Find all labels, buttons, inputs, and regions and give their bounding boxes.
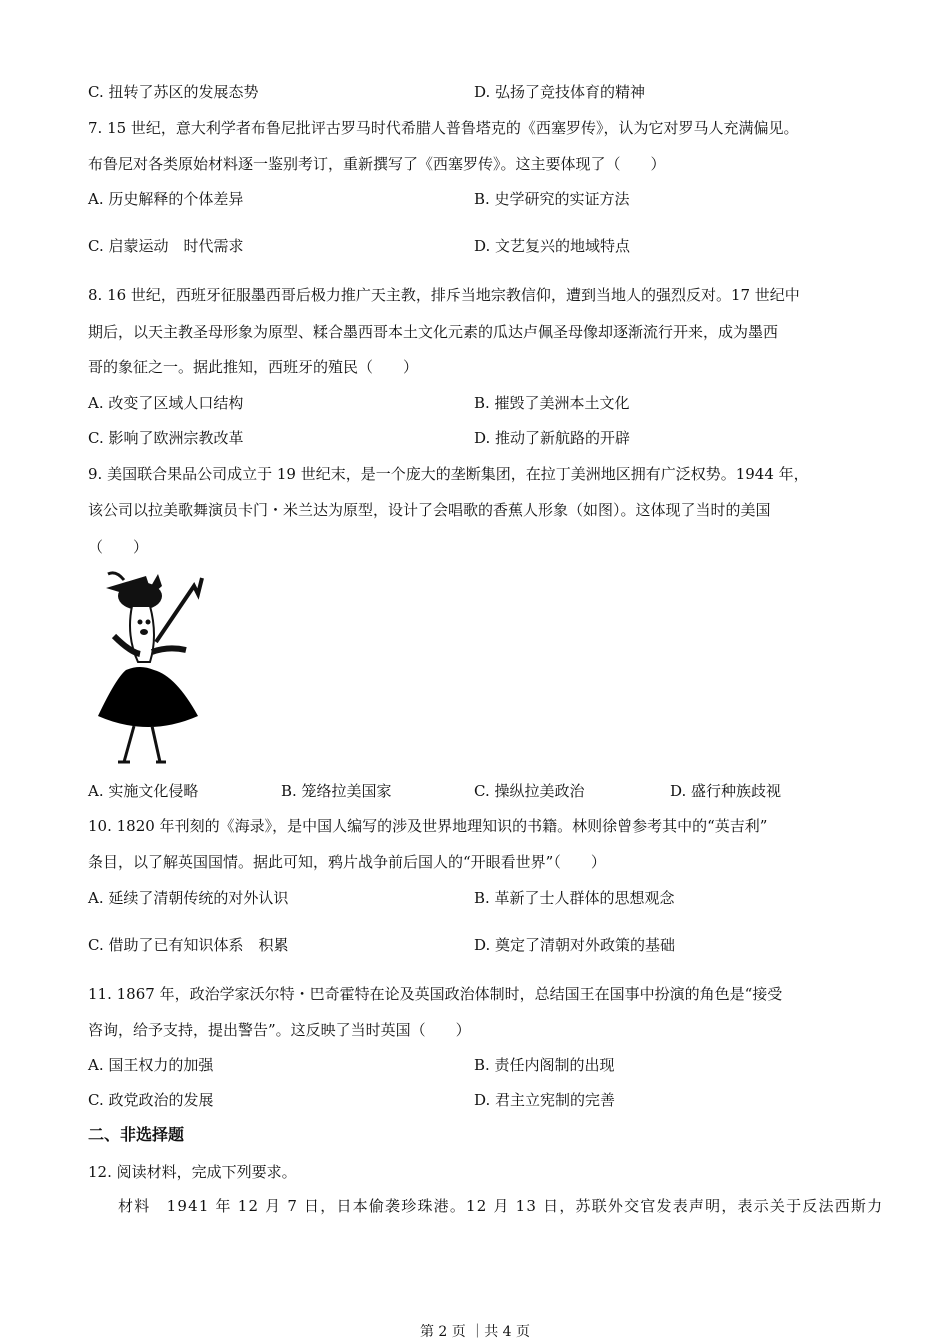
q7-stem-line-2: 布鲁尼对各类原始材料逐一鉴别考订，重新撰写了《西塞罗传》。这主要体现了（ ） <box>88 155 666 173</box>
q11-option-a: A. 国王权力的加强 <box>88 1056 214 1074</box>
q8-option-c: C. 影响了欧洲宗教改革 <box>88 429 244 447</box>
section-heading: 二、非选择题 <box>88 1125 185 1144</box>
q11-option-c: C. 政党政治的发展 <box>88 1091 214 1109</box>
q9-stem-line-3: （ ） <box>88 538 149 556</box>
q9-option-c: C. 操纵拉美政治 <box>474 782 585 800</box>
singing-banana-figure <box>86 566 220 766</box>
q11-stem-line-2: 咨询，给予支持，提出警告”。这反映了当时英国（ ） <box>88 1021 471 1039</box>
q12-stem-line-1: 12. 阅读材料，完成下列要求。 <box>88 1163 297 1181</box>
q9-option-d: D. 盛行种族歧视 <box>670 782 782 800</box>
q8-option-a: A. 改变了区域人口结构 <box>88 394 244 412</box>
q10-stem-line-2: 条目，以了解英国国情。据此可知，鸦片战争前后国人的“开眼看世界”（ ） <box>88 853 606 871</box>
q10-stem-line-1: 10. 1820 年刊刻的《海录》，是中国人编写的涉及世界地理知识的书籍。林则徐曾参考其中的“英吉利” <box>88 817 768 835</box>
q7-stem-line-1: 7. 15 世纪，意大利学者布鲁尼批评古罗马时代希腊人普鲁塔克的《西塞罗传》，认为它对罗马人充满偏见。 <box>88 119 799 137</box>
q11-option-b: B. 责任内阁制的出现 <box>474 1056 615 1074</box>
q7-option-c: C. 启蒙运动 时代需求 <box>88 237 244 255</box>
q7-option-a: A. 历史解释的个体差异 <box>88 190 244 208</box>
q9-stem-line-1: 9. 美国联合果品公司成立于 19 世纪末，是一个庞大的垄断集团，在拉丁美洲地区拥有广泛权势。1944 年， <box>88 465 809 483</box>
page-footer: 第 2 页 ｜共 4 页 <box>419 1324 531 1340</box>
q11-option-d: D. 君主立宪制的完善 <box>474 1091 616 1109</box>
q8-option-d: D. 推动了新航路的开辟 <box>474 429 631 447</box>
q10-option-b: B. 革新了士人群体的思想观念 <box>474 889 675 907</box>
q6-option-c: C. 扭转了苏区的发展态势 <box>88 83 259 101</box>
q12-material: 材料 1941 年 12 月 7 日，日本偷袭珍珠港。12 月 13 日，苏联外交官发表声明，表示关于反法西斯力 <box>118 1197 884 1215</box>
q9-option-b: B. 笼络拉美国家 <box>281 782 392 800</box>
q9-stem-line-2: 该公司以拉美歌舞演员卡门・米兰达为原型，设计了会唱歌的香蕉人形象（如图）。这体现了当时的美国 <box>88 501 771 519</box>
q8-stem-line-1: 8. 16 世纪，西班牙征服墨西哥后极力推广天主教，排斥当地宗教信仰，遭到当地人的强烈反对。17 世纪中 <box>88 286 800 304</box>
q10-option-c: C. 借助了已有知识体系 积累 <box>88 936 289 954</box>
q6-option-d: D. 弘扬了竞技体育的精神 <box>474 83 646 101</box>
q8-option-b: B. 摧毁了美洲本土文化 <box>474 394 630 412</box>
q9-option-a: A. 实施文化侵略 <box>88 782 199 800</box>
q11-stem-line-1: 11. 1867 年，政治学家沃尔特・巴奇霍特在论及英国政治体制时，总结国王在国事中扮演的角色是“接受 <box>88 985 783 1003</box>
q7-option-b: B. 史学研究的实证方法 <box>474 190 630 208</box>
q7-option-d: D. 文艺复兴的地域特点 <box>474 237 631 255</box>
q10-option-d: D. 奠定了清朝对外政策的基础 <box>474 936 676 954</box>
q8-stem-line-3: 哥的象征之一。据此推知，西班牙的殖民（ ） <box>88 358 419 376</box>
q10-option-a: A. 延续了清朝传统的对外认识 <box>88 889 289 907</box>
q8-stem-line-2: 期后，以天主教圣母形象为原型、糅合墨西哥本土文化元素的瓜达卢佩圣母像却逐渐流行开来，成为墨西 <box>88 323 779 341</box>
